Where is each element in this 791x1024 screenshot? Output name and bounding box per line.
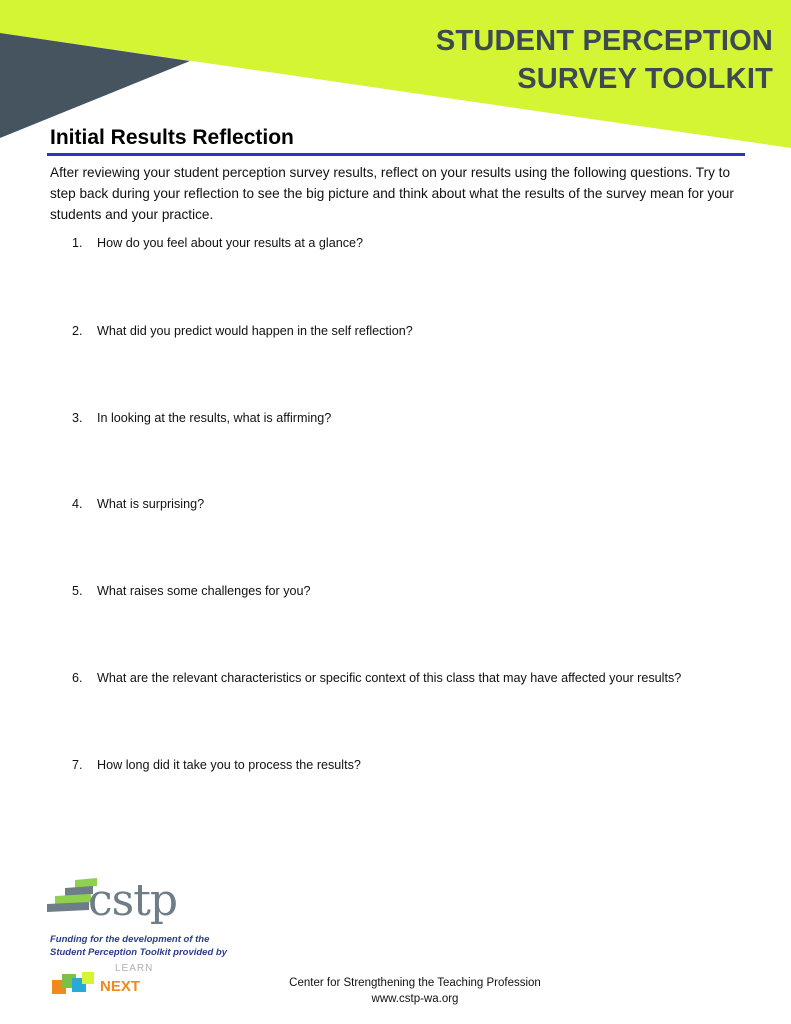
toolkit-title-line1: STUDENT PERCEPTION: [435, 25, 773, 57]
toolkit-title-line2: SURVEY TOOLKIT: [517, 63, 773, 95]
cstp-logo-text: cstp: [88, 875, 178, 926]
next-logo-text: NEXT: [100, 978, 141, 995]
question-number: 7.: [72, 758, 83, 772]
question-text: What is surprising?: [97, 497, 205, 511]
funding-line1: Funding for the development of the: [50, 934, 210, 945]
funding-line2: Student Perception Toolkit provided by: [50, 947, 227, 958]
section-divider: [47, 153, 745, 156]
question-number: 5.: [72, 584, 83, 598]
question-item: [72, 236, 363, 250]
question-item: [72, 671, 681, 685]
question-text: What did you predict would happen in the self reflection?: [97, 324, 413, 338]
question-text: In looking at the results, what is affirming?: [97, 411, 332, 425]
question-text: How long did it take you to process the results?: [97, 758, 361, 772]
question-item: [72, 411, 331, 425]
question-item: [72, 324, 413, 338]
question-number: 3.: [72, 411, 83, 425]
question-text: What raises some challenges for you?: [97, 584, 311, 598]
question-number: 4.: [72, 497, 83, 511]
question-number: 6.: [72, 671, 83, 685]
toolkit-title: [436, 22, 773, 98]
footer: [270, 975, 560, 1007]
question-item: [72, 584, 311, 598]
footer-url[interactable]: www.cstp-wa.org: [371, 993, 459, 1005]
question-number: 1.: [72, 236, 83, 250]
question-text: How do you feel about your results at a glance?: [97, 236, 364, 250]
footer-org: Center for Strengthening the Teaching Profession: [289, 977, 541, 989]
question-text: What are the relevant characteristics or specific context of this class that may have affected your results?: [97, 671, 682, 685]
funding-note: [50, 933, 250, 959]
question-item: [72, 758, 361, 772]
question-item: [72, 497, 204, 511]
intro-paragraph: After reviewing your student perception survey results, reflect on your results using the following questions. Try to step back during your reflection to see the big picture and think about what the results of the survey mean for your students and your practice.: [50, 165, 734, 222]
learn-logo-text: LEARN: [115, 963, 154, 974]
question-number: 2.: [72, 324, 83, 338]
section-title: Initial Results Reflection: [50, 126, 294, 149]
